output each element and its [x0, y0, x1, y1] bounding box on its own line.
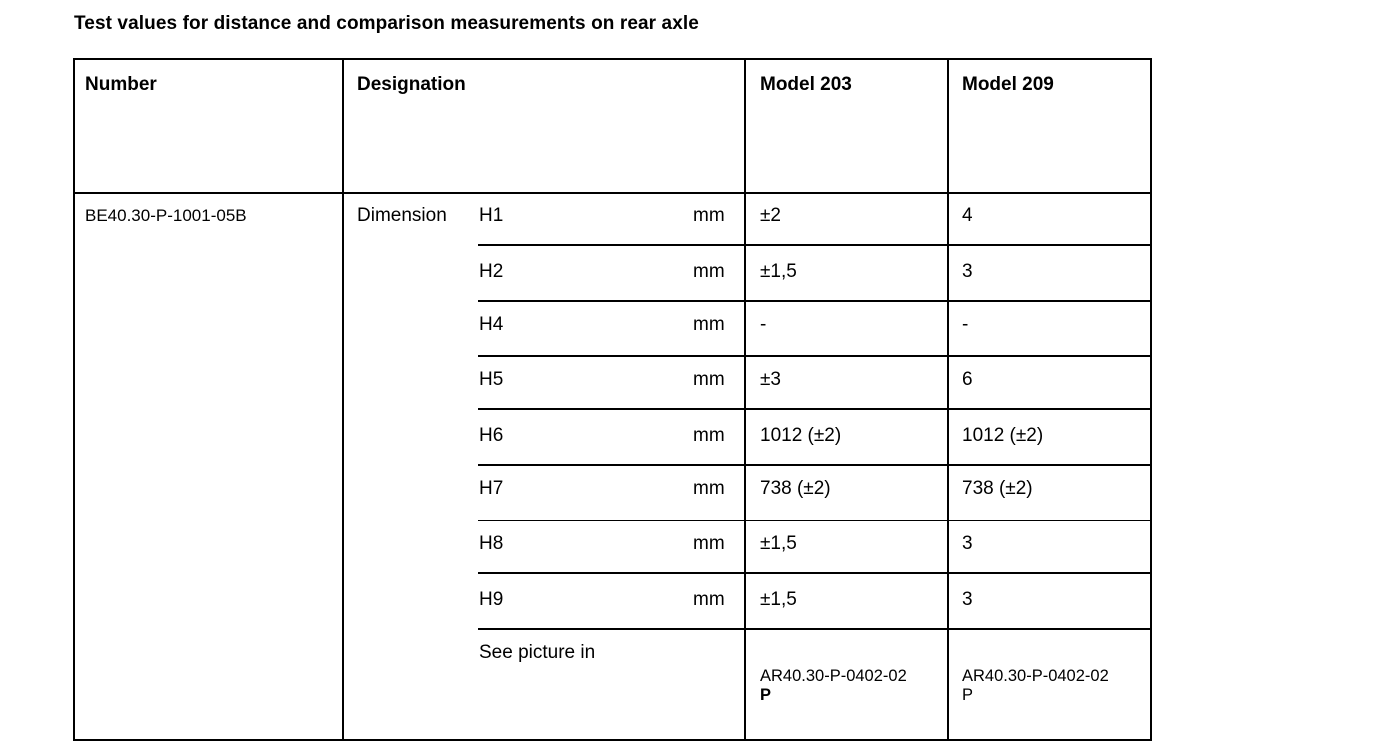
row-separator: [478, 628, 1152, 630]
row-value-model-203: ±1,5: [760, 589, 797, 610]
column-divider-model: [947, 58, 949, 741]
header-model-203: Model 203: [760, 74, 852, 95]
row-value-model-209: 6: [962, 369, 973, 390]
row-unit: mm: [693, 478, 725, 499]
row-label: H4: [479, 314, 504, 335]
picture-ref-line: P: [962, 686, 974, 704]
row-separator: [478, 464, 1152, 466]
row-label: H8: [479, 533, 504, 554]
row-value-model-209: -: [962, 314, 969, 335]
row-separator: [478, 520, 1152, 521]
row-value-model-203: ±1,5: [760, 533, 797, 554]
picture-ref-line: AR40.30-P-0402-02: [962, 667, 1109, 685]
page-title: Test values for distance and comparison measurements on rear axle: [74, 13, 699, 34]
table-border-left: [73, 58, 75, 741]
header-number: Number: [85, 74, 157, 95]
document-number: BE40.30-P-1001-05B: [85, 206, 247, 225]
row-separator: [478, 408, 1152, 410]
table-border-top: [73, 58, 1152, 60]
row-separator: [478, 355, 1152, 357]
row-separator: [478, 244, 1152, 246]
row-value-model-203: ±1,5: [760, 261, 797, 282]
designation-group: Dimension: [357, 205, 447, 226]
row-unit: mm: [693, 205, 725, 226]
row-value-model-209: 3: [962, 261, 973, 282]
column-divider-number: [342, 58, 344, 741]
row-label: H7: [479, 478, 504, 499]
row-value-model-209: 1012 (±2): [962, 425, 1044, 446]
row-label: H2: [479, 261, 504, 282]
row-separator: [478, 572, 1152, 574]
row-value-model-209: 738 (±2): [962, 478, 1033, 499]
picture-ref-line: AR40.30-P-0402-02: [760, 667, 907, 685]
row-label: H6: [479, 425, 504, 446]
picture-ref-model-209[interactable]: [962, 667, 1109, 705]
row-value-model-209: 3: [962, 589, 973, 610]
row-value-model-203: -: [760, 314, 767, 335]
row-unit: mm: [693, 589, 725, 610]
picture-ref-model-203[interactable]: [760, 667, 907, 705]
column-divider-designation: [744, 58, 746, 741]
header-separator: [73, 192, 1152, 194]
row-value-model-203: ±3: [760, 369, 781, 390]
picture-ref-line: P: [760, 686, 772, 704]
row-unit: mm: [693, 425, 725, 446]
row-value-model-203: 738 (±2): [760, 478, 831, 499]
row-value-model-209: 3: [962, 533, 973, 554]
row-label: H1: [479, 205, 504, 226]
row-label: H5: [479, 369, 504, 390]
row-unit: mm: [693, 261, 725, 282]
row-unit: mm: [693, 369, 725, 390]
row-separator: [478, 300, 1152, 302]
row-label: H9: [479, 589, 504, 610]
header-designation: Designation: [357, 74, 466, 95]
header-model-209: Model 209: [962, 74, 1054, 95]
table-border-right: [1150, 58, 1152, 741]
picture-label: See picture in: [479, 642, 596, 663]
row-unit: mm: [693, 314, 725, 335]
row-value-model-209: 4: [962, 205, 973, 226]
row-value-model-203: ±2: [760, 205, 781, 226]
table-border-bottom: [73, 739, 1152, 741]
row-value-model-203: 1012 (±2): [760, 425, 842, 446]
row-unit: mm: [693, 533, 725, 554]
